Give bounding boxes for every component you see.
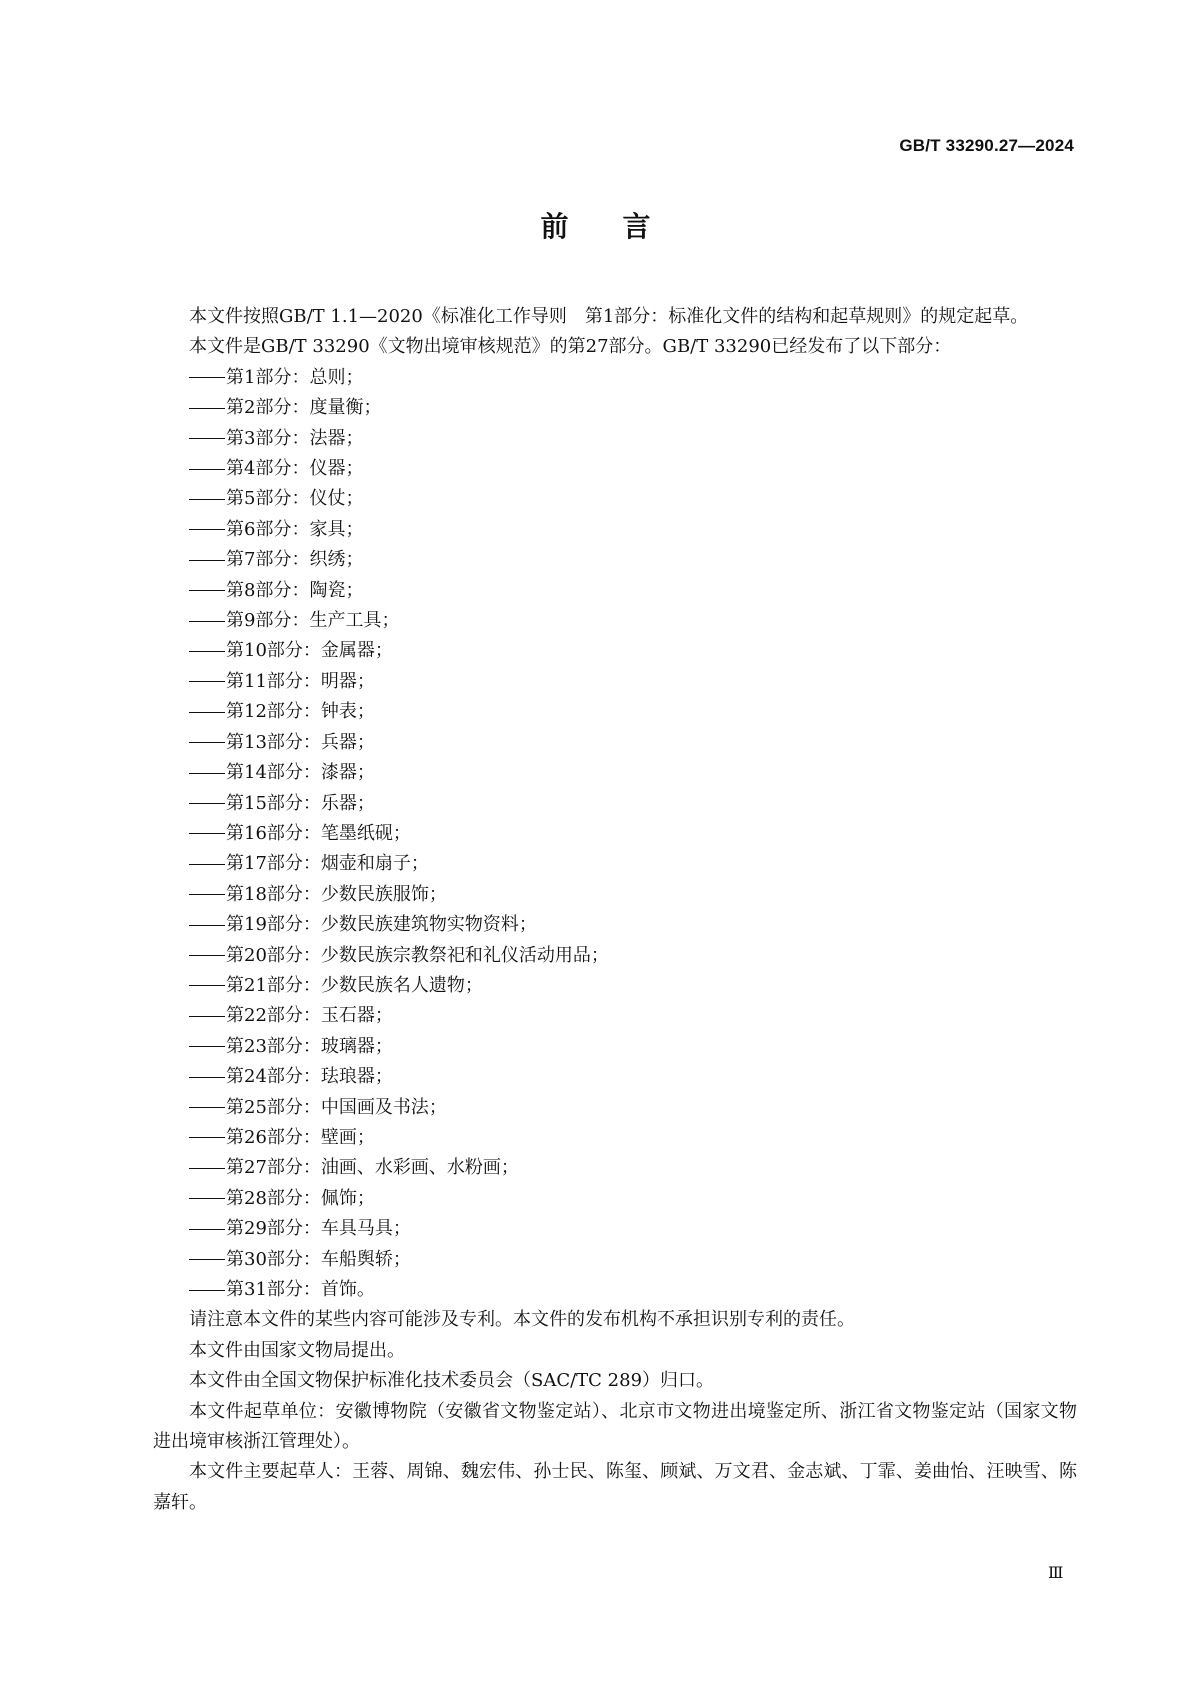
part-label: 第19部分：少数民族建筑物实物资料； xyxy=(226,914,537,936)
foreword-body xyxy=(153,302,1077,1518)
drafting-rule-paragraph: 本文件按照GB/T 1.1—2020《标准化工作导则 第1部分：标准化文件的结构和起草规则》的规定起草。 xyxy=(189,306,1029,327)
part-label: 第7部分：织绣； xyxy=(226,549,364,571)
list-dash xyxy=(189,651,225,652)
part-label: 第23部分：玻璃器； xyxy=(226,1035,393,1057)
list-dash xyxy=(189,803,225,804)
part-list-item xyxy=(153,789,1077,819)
list-dash xyxy=(189,955,225,956)
patent-notice-paragraph: 请注意本文件的某些内容可能涉及专利。本文件的发布机构不承担识别专利的责任。 xyxy=(189,1309,855,1331)
part-label: 第20部分：少数民族宗教祭祀和礼仪活动用品； xyxy=(226,944,609,966)
part-label: 第22部分：玉石器； xyxy=(226,1005,393,1027)
part-list-item xyxy=(153,363,1077,393)
part-list-item xyxy=(153,606,1077,636)
part-list-item xyxy=(153,971,1077,1001)
list-dash xyxy=(189,1016,225,1017)
part-list-item xyxy=(153,393,1077,423)
part-label: 第2部分：度量衡； xyxy=(226,397,382,419)
list-dash xyxy=(189,712,225,713)
list-dash xyxy=(189,985,225,986)
part-label: 第11部分：明器； xyxy=(226,670,375,692)
part-label: 第18部分：少数民族服饰； xyxy=(226,883,447,905)
part-label: 第31部分：首饰。 xyxy=(226,1279,375,1300)
part-list-item xyxy=(153,1093,1077,1123)
part-label: 第30部分：车船舆轿； xyxy=(226,1248,411,1270)
part-list-item xyxy=(153,1275,1077,1305)
part-label: 第6部分：家具； xyxy=(226,518,364,540)
list-dash xyxy=(189,1198,225,1199)
part-list-item xyxy=(153,728,1077,758)
drafters-paragraph: 本文件主要起草人：王蓉、周锦、魏宏伟、孙士民、陈玺、顾斌、万文君、金志斌、丁霏、姜曲怡、汪映雪、陈嘉轩。 xyxy=(153,1461,1077,1513)
part-label: 第24部分：珐琅器； xyxy=(226,1066,393,1088)
part-label: 第12部分：钟表； xyxy=(226,701,375,723)
part-label: 第9部分：生产工具； xyxy=(226,610,400,632)
part-list-item xyxy=(153,1153,1077,1183)
part-list-item xyxy=(153,910,1077,940)
part-list-item xyxy=(153,941,1077,971)
list-dash xyxy=(189,894,225,895)
list-dash xyxy=(189,925,225,926)
part-list-item xyxy=(153,758,1077,788)
part-label: 第17部分：烟壶和扇子； xyxy=(226,853,429,875)
part-list-item xyxy=(153,576,1077,606)
list-dash xyxy=(189,560,225,561)
list-dash xyxy=(189,469,225,470)
list-dash xyxy=(189,773,225,774)
part-list-item xyxy=(153,849,1077,879)
part-label: 第21部分：少数民族名人遗物； xyxy=(226,974,483,996)
part-label: 第16部分：笔墨纸砚； xyxy=(226,822,411,844)
proposer-paragraph: 本文件由国家文物局提出。 xyxy=(189,1339,405,1361)
list-dash xyxy=(189,438,225,439)
page-title: 前言 xyxy=(540,210,705,243)
list-dash xyxy=(189,1259,225,1260)
parts-list xyxy=(153,363,1077,1306)
part-list-item xyxy=(153,1001,1077,1031)
part-label: 第5部分：仪仗； xyxy=(226,488,364,510)
list-dash xyxy=(189,864,225,865)
list-dash xyxy=(189,742,225,743)
part-list-item xyxy=(153,697,1077,727)
part-label: 第3部分：法器； xyxy=(226,427,364,449)
part-list-item xyxy=(153,424,1077,454)
part-list-item xyxy=(153,819,1077,849)
drafting-units-paragraph: 本文件起草单位：安徽博物院（安徽省文物鉴定站）、北京市文物进出境鉴定所、浙江省文物鉴定站（国家文物进出境审核浙江管理处）。 xyxy=(153,1400,1077,1453)
part-list-item xyxy=(153,515,1077,545)
part-list-item xyxy=(153,1123,1077,1153)
list-dash xyxy=(189,377,225,378)
list-dash xyxy=(189,1077,225,1078)
list-dash xyxy=(189,1107,225,1108)
part-label: 第25部分：中国画及书法； xyxy=(226,1096,447,1118)
part-label: 第10部分：金属器； xyxy=(226,640,393,662)
list-dash xyxy=(189,621,225,622)
part-label: 第15部分：乐器； xyxy=(226,792,375,814)
committee-paragraph: 本文件由全国文物保护标准化技术委员会（SAC/TC 289）归口。 xyxy=(189,1370,715,1392)
list-dash xyxy=(189,1290,225,1291)
part-list-item xyxy=(153,1245,1077,1275)
list-dash xyxy=(189,408,225,409)
list-dash xyxy=(189,681,225,682)
part-list-item xyxy=(153,880,1077,910)
list-dash xyxy=(189,1168,225,1169)
part-label: 第4部分：仪器； xyxy=(226,458,364,480)
part-list-item xyxy=(153,667,1077,697)
part-list-item xyxy=(153,1062,1077,1092)
list-dash xyxy=(189,499,225,500)
part-list-item xyxy=(153,484,1077,514)
list-dash xyxy=(189,590,225,591)
part-list-item xyxy=(153,1184,1077,1214)
part-list-item xyxy=(153,1032,1077,1062)
series-statement-paragraph: 本文件是GB/T 33290《文物出境审核规范》的第27部分。GB/T 33290已经发布了以下部分： xyxy=(189,336,952,358)
list-dash xyxy=(189,529,225,530)
part-label: 第27部分：油画、水彩画、水粉画； xyxy=(226,1157,519,1179)
part-label: 第13部分：兵器； xyxy=(226,731,375,753)
part-list-item xyxy=(153,545,1077,575)
part-label: 第8部分：陶瓷； xyxy=(226,579,364,601)
part-label: 第29部分：车具马具； xyxy=(226,1218,411,1240)
part-list-item xyxy=(153,1214,1077,1244)
part-label: 第14部分：漆器； xyxy=(226,762,375,784)
part-list-item xyxy=(153,636,1077,666)
list-dash xyxy=(189,1046,225,1047)
standard-number: GB/T 33290.27—2024 xyxy=(899,136,1074,155)
list-dash xyxy=(189,1229,225,1230)
part-label: 第28部分：佩饰； xyxy=(226,1187,375,1209)
list-dash xyxy=(189,1137,225,1138)
page-number: Ⅲ xyxy=(1048,1563,1064,1582)
list-dash xyxy=(189,833,225,834)
part-list-item xyxy=(153,454,1077,484)
part-label: 第26部分：壁画； xyxy=(226,1126,375,1148)
part-label: 第1部分：总则； xyxy=(226,366,364,388)
